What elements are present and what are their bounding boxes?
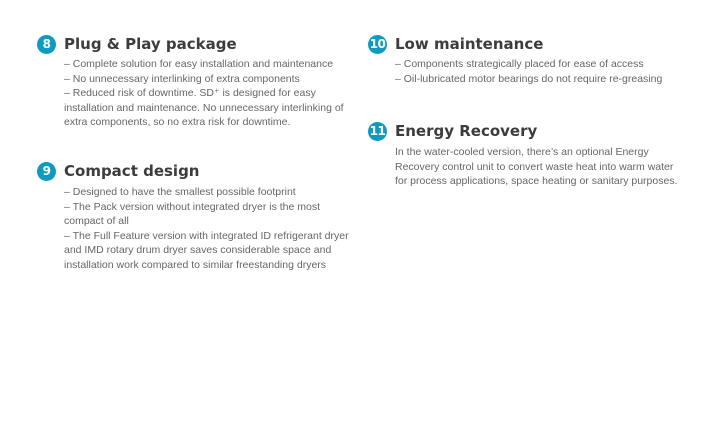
- section-title: Plug & Play package: [64, 35, 237, 53]
- section-line: – Designed to have the smallest possible footprint: [64, 186, 296, 198]
- number-badge: 8: [37, 35, 56, 54]
- section-paragraph: In the water-cooled version, there’s an optional Energy Recovery control unit to convert waste heat into warm water for process applications, space heating or sanitary purposes.: [395, 146, 678, 188]
- section-energy-recovery: [368, 119, 688, 189]
- section-line: – No unnecessary interlinking of extra components: [64, 72, 300, 85]
- number-badge: 11: [368, 122, 387, 141]
- section-title: Energy Recovery: [395, 122, 538, 140]
- section-line: – Reduced risk of downtime. SD⁺ is designed for easy installation and maintenance. No unnecessary interlinking of extra components, so no extra risk for downtime.: [64, 87, 344, 129]
- section-title: Compact design: [64, 162, 200, 180]
- section-line: – Oil-lubricated motor bearings do not require re-greasing: [395, 72, 663, 85]
- section-compact-design: [37, 159, 357, 273]
- section-low-maintenance: [368, 32, 688, 86]
- section-title: Low maintenance: [395, 35, 544, 53]
- section-line: – The Full Feature version with integrated ID refrigerant dryer and IMD rotary drum dryer saves considerable space and installation work compared to similar freestanding dryers: [64, 229, 349, 271]
- section-plug-and-play: [37, 32, 357, 130]
- section-line: – Components strategically placed for ease of access: [395, 58, 644, 70]
- section-line: – Complete solution for easy installation and maintenance: [64, 58, 334, 70]
- number-badge: 9: [37, 162, 56, 181]
- section-line: – The Pack version without integrated dryer is the most compact of all: [64, 200, 321, 228]
- number-badge: 10: [368, 35, 387, 54]
